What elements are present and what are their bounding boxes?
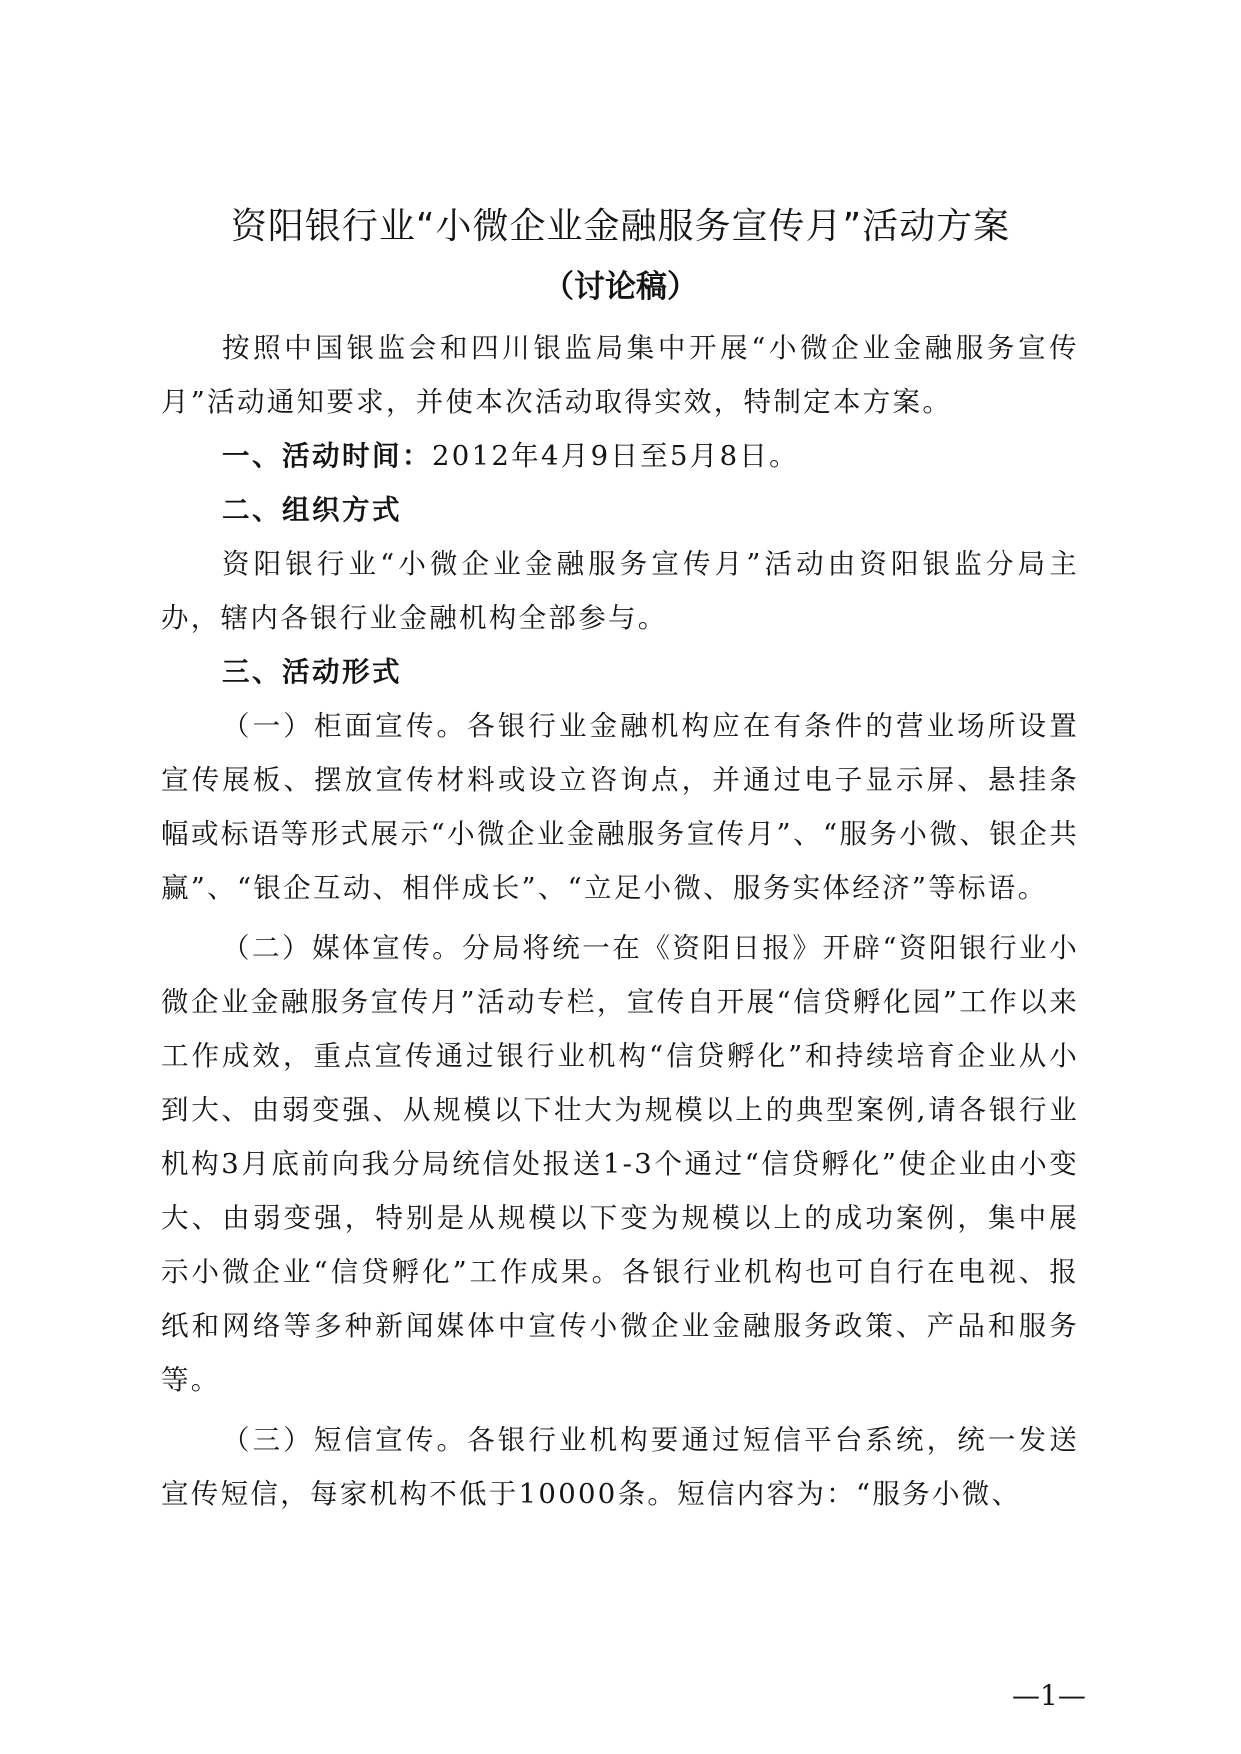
section-3-heading: 三、活动形式 <box>222 656 402 688</box>
item-2-paragraph: （二）媒体宣传。分局将统一在《资阳日报》开辟“资阳银行业小微企业金融服务宣传月”活动专栏，宣传自开展“信贷孵化园”工作以来工作成效，重点宣传通过银行业机构“信贷孵化”和持续培育企业从小到大、由弱变强、从规模以下壮大为规模以上的典型案例,请各银行业机构3月底前向我分局统信处报送1-3个通过“信贷孵化”使企业由小变大、由弱变强，特别是从规模以下变为规模以上的成功案例，集中展示小微企业“信贷孵化”工作成果。各银行业机构也可自行在电视、报纸和网络等多种新闻媒体中宣传小微企业金融服务政策、产品和服务等。 <box>161 932 1079 1396</box>
section-1-heading: 一、活动时间： <box>222 440 432 472</box>
document-title: 资阳银行业“小微企业金融服务宣传月”活动方案 <box>230 206 1011 247</box>
section-1-text: 2012年4月9日至5月8日。 <box>432 440 799 472</box>
item-3-paragraph: （三）短信宣传。各银行业机构要通过短信平台系统，统一发送宣传短信，每家机构不低于10000条。短信内容为：“服务小微、 <box>161 1424 1079 1510</box>
document-subtitle: （讨论稿） <box>543 269 698 305</box>
section-2-text: 资阳银行业“小微企业金融服务宣传月”活动由资阳银监分局主办，辖内各银行业金融机构全部参与。 <box>161 548 1079 634</box>
document-body <box>161 321 1079 1521</box>
section-2-heading: 二、组织方式 <box>222 494 402 526</box>
intro-paragraph: 按照中国银监会和四川银监局集中开展“小微企业金融服务宣传月”活动通知要求，并使本次活动取得实效，特制定本方案。 <box>161 332 1079 418</box>
page-number: —1— <box>1012 1679 1086 1712</box>
item-1-paragraph: （一）柜面宣传。各银行业金融机构应在有条件的营业场所设置宣传展板、摆放宣传材料或设立咨询点，并通过电子显示屏、悬挂条幅或标语等形式展示“小微企业金融服务宣传月”、“服务小微、银企共赢”、“银企互动、相伴成长”、“立足小微、服务实体经济”等标语。 <box>161 710 1079 904</box>
section-1 <box>161 429 1079 483</box>
